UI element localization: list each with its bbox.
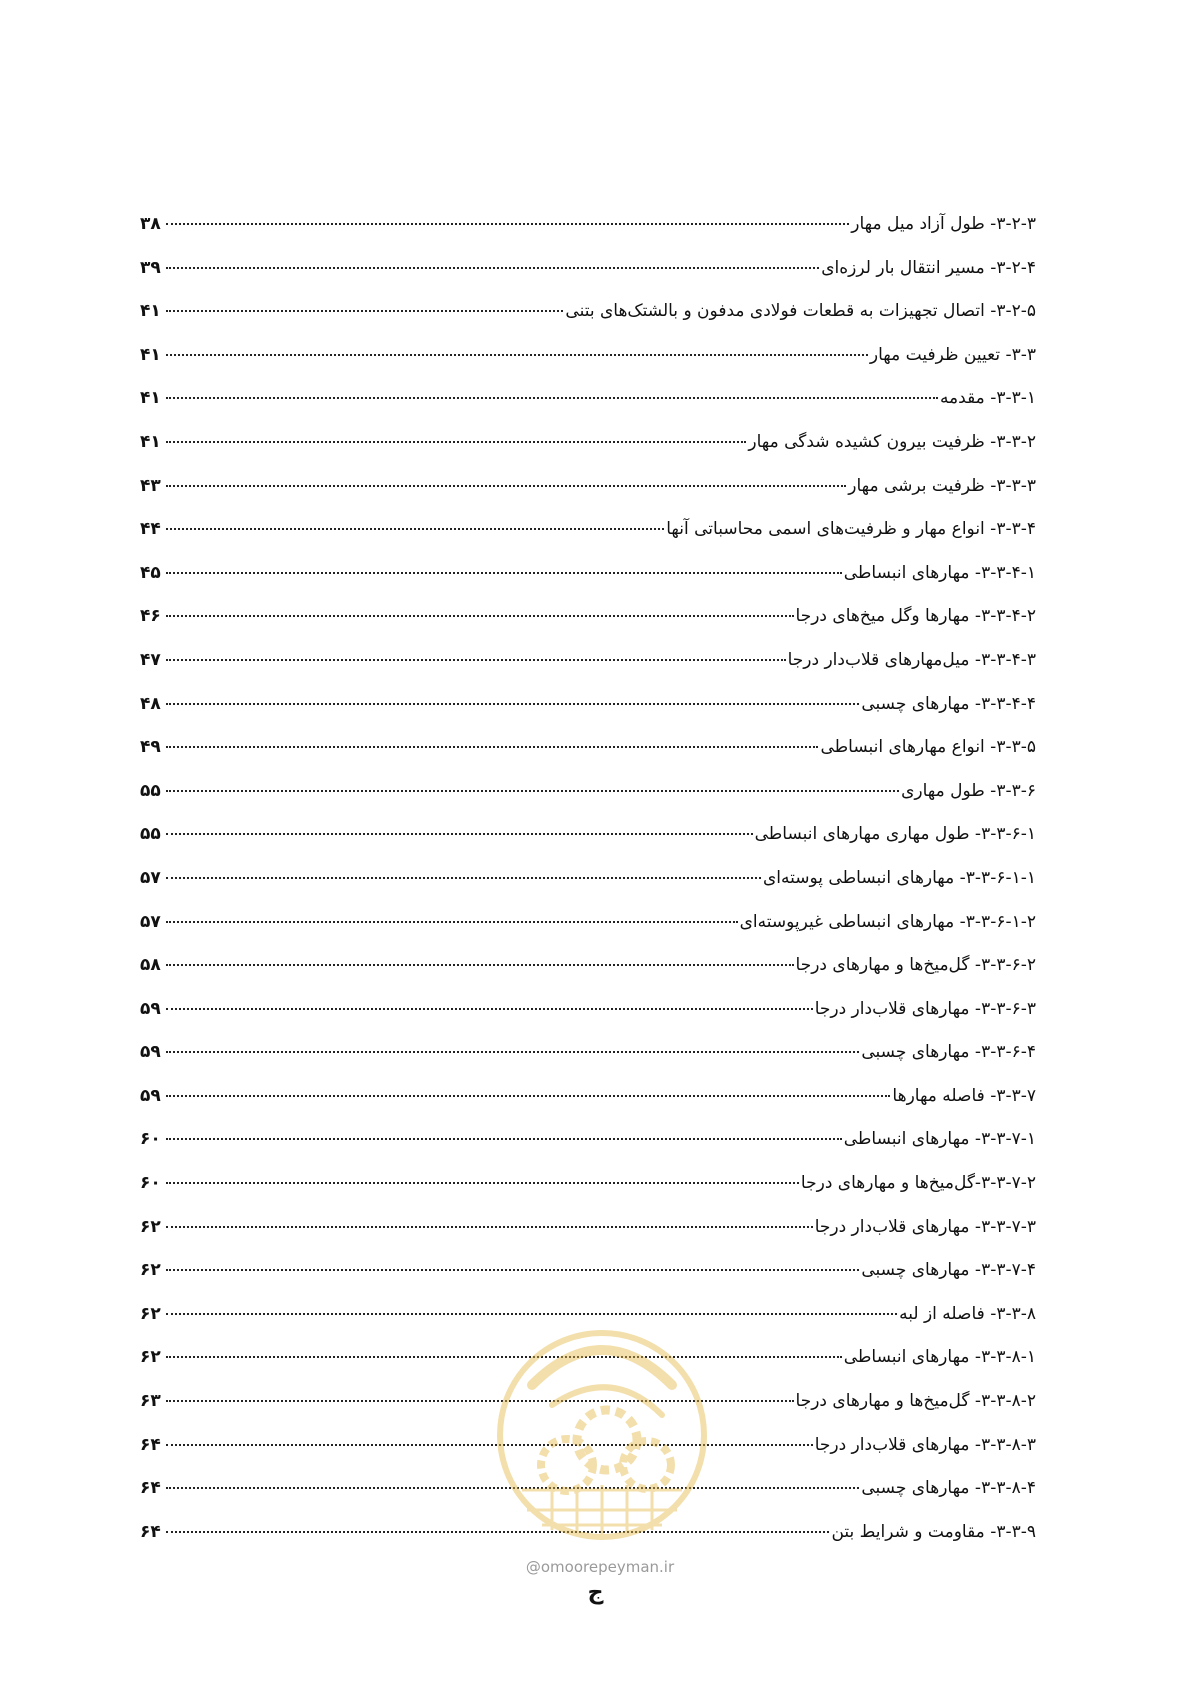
toc-leader-dots [166,1531,829,1533]
toc-entry-title: ۳-۳-۸-۱- مهارهای انبساطی [843,1347,1036,1368]
toc-entry[interactable] [140,1345,1036,1389]
toc-entry-page: ۴۷ [140,649,161,670]
toc-entry-page: ۴۱ [140,301,161,322]
toc-entry[interactable] [140,1215,1036,1259]
toc-entry-title: ۳-۳-۱- مقدمه [939,388,1036,409]
toc-leader-dots [166,1051,859,1053]
toc-entry-title: ۳-۳-۴-۱- مهارهای انبساطی [843,562,1036,583]
toc-entry[interactable] [140,1171,1036,1215]
toc-entry[interactable] [140,1476,1036,1520]
toc-entry[interactable] [140,604,1036,648]
toc-entry-page: ۵۹ [140,998,161,1019]
toc-entry[interactable] [140,953,1036,997]
toc-entry[interactable] [140,1127,1036,1171]
toc-entry-title: ۳-۳-۶-۲- گل‌میخ‌ها و مهارهای درجا [795,955,1036,976]
toc-entry[interactable] [140,866,1036,910]
toc-leader-dots [166,1182,799,1184]
toc-entry-page: ۴۱ [140,344,161,365]
toc-entry-title: ۳-۲-۵- اتصال تجهیزات به قطعات فولادی مدفون و بالشتک‌های بتنی [565,301,1036,322]
toc-leader-dots [166,1138,842,1140]
toc-entry-title: ۳-۳-۴-۴- مهارهای چسبی [861,693,1036,714]
toc-entry-page: ۴۴ [140,519,161,540]
toc-entry-title: ۳-۳-۶-۴- مهارهای چسبی [861,1042,1036,1063]
toc-leader-dots [166,964,794,966]
toc-entry-title: ۳-۳-۶-۱- طول مهاری مهارهای انبساطی [754,824,1036,845]
toc-leader-dots [166,1356,842,1358]
toc-leader-dots [166,572,842,574]
toc-entry-page: ۵۹ [140,1085,161,1106]
toc-leader-dots [166,223,849,225]
toc-entry-title: ۳-۳-۶- طول مهاری [901,780,1036,801]
toc-entry-page: ۴۹ [140,737,161,758]
toc-entry[interactable] [140,997,1036,1041]
toc-entry[interactable] [140,822,1036,866]
toc-entry-title: ۳-۳-۴- انواع مهار و ظرفیت‌های اسمی محاسباتی آنها [666,519,1036,540]
toc-leader-dots [166,441,746,443]
toc-leader-dots [166,1487,859,1489]
toc-entry[interactable] [140,1084,1036,1128]
toc-leader-dots [166,703,859,705]
toc-leader-dots [166,1226,813,1228]
toc-entry-page: ۶۰ [140,1129,161,1150]
toc-leader-dots [166,615,794,617]
toc-entry-title: ۳-۳-۵- انواع مهارهای انبساطی [820,737,1036,758]
toc-leader-dots [166,267,819,269]
toc-entry-page: ۵۸ [140,955,161,976]
toc-leader-dots [166,790,899,792]
toc-entry[interactable] [140,517,1036,561]
toc-entry-title: ۳-۳-۴-۲- مهارها وگل میخ‌های درجا [795,606,1036,627]
toc-entry-page: ۶۲ [140,1347,161,1368]
toc-entry-page: ۴۱ [140,388,161,409]
toc-entry[interactable] [140,343,1036,387]
toc-entry-title: ۳-۲-۴- مسیر انتقال بار لرزه‌ای [821,257,1036,278]
toc-entry-page: ۶۴ [140,1521,161,1542]
toc-entry-title: ۳-۳-۶-۳- مهارهای قلاب‌دار درجا [814,998,1036,1019]
toc-entry-page: ۶۰ [140,1173,161,1194]
toc-entry-title: ۳-۳-۹- مقاومت و شرایط بتن [831,1521,1036,1542]
toc-entry[interactable] [140,474,1036,518]
toc-entry-title: ۳-۳-۷-۲-گل‌میخ‌ها و مهارهای درجا [800,1173,1036,1194]
toc-entry-page: ۵۵ [140,780,161,801]
toc-leader-dots [166,833,753,835]
toc-entry-page: ۴۱ [140,431,161,452]
toc-leader-dots [166,485,846,487]
toc-entry-title: ۳-۳- تعیین ظرفیت مهار [869,344,1036,365]
toc-entry-page: ۶۲ [140,1216,161,1237]
toc-entry-title: ۳-۳-۴-۳- میل‌مهارهای قلاب‌دار درجا [787,649,1036,670]
toc-entry-title: ۳-۳-۷- فاصله مهارها [892,1085,1036,1106]
toc-entry[interactable] [140,212,1036,256]
toc-entry-page: ۳۹ [140,257,161,278]
toc-leader-dots [166,354,868,356]
toc-entry[interactable] [140,779,1036,823]
toc-entry-page: ۶۲ [140,1303,161,1324]
watermark-site: @omoorepeyman.ir [525,1558,675,1576]
toc-leader-dots [166,1095,890,1097]
toc-entry[interactable] [140,299,1036,343]
toc-entry[interactable] [140,735,1036,779]
toc-leader-dots [166,1444,813,1446]
toc-entry-title: ۳-۳-۲- ظرفیت بیرون کشیده شدگی مهار [748,431,1036,452]
toc-entry-page: ۵۷ [140,867,161,888]
toc-entry-title: ۳-۳-۳- ظرفیت برشی مهار [848,475,1036,496]
toc-leader-dots [166,921,738,923]
toc-entry-title: ۳-۳-۸-۲- گل‌میخ‌ها و مهارهای درجا [795,1391,1036,1412]
toc-entry-page: ۵۹ [140,1042,161,1063]
toc-leader-dots [166,528,664,530]
toc-entry-page: ۵۷ [140,911,161,932]
toc-entry-page: ۶۲ [140,1260,161,1281]
toc-entry[interactable] [140,430,1036,474]
toc-entry[interactable] [140,1258,1036,1302]
toc-leader-dots [166,1313,897,1315]
toc-leader-dots [166,310,563,312]
toc-entry-page: ۵۵ [140,824,161,845]
toc-leader-dots [166,397,938,399]
toc-entry-title: ۳-۳-۶-۱-۱- مهارهای انبساطی پوسته‌ای [763,867,1036,888]
toc-entry-title: ۳-۳-۷-۱- مهارهای انبساطی [843,1129,1036,1150]
toc-entry-page: ۴۸ [140,693,161,714]
page-number: ج [587,1580,604,1605]
toc-entry[interactable] [140,910,1036,954]
toc-leader-dots [166,746,818,748]
toc-entry-page: ۶۴ [140,1434,161,1455]
toc-entry[interactable] [140,1389,1036,1433]
toc-entry-title: ۳-۳-۷-۴- مهارهای چسبی [861,1260,1036,1281]
toc-entry[interactable] [140,648,1036,692]
toc-entry-page: ۴۳ [140,475,161,496]
toc-leader-dots [166,1008,813,1010]
toc-entry[interactable] [140,386,1036,430]
toc-leader-dots [166,1400,794,1402]
toc-entry[interactable] [140,561,1036,605]
toc-entry-page: ۶۴ [140,1478,161,1499]
toc-entry-title: ۳-۳-۸- فاصله از لبه [899,1303,1036,1324]
toc-entry[interactable] [140,1520,1036,1564]
toc-entry-page: ۴۶ [140,606,161,627]
toc-entry-page: ۶۳ [140,1391,161,1412]
toc-entry-page: ۳۸ [140,214,161,234]
toc-entry[interactable] [140,1040,1036,1084]
toc-entry[interactable] [140,1433,1036,1477]
toc-entry-title: ۳-۳-۷-۳- مهارهای قلاب‌دار درجا [814,1216,1036,1237]
toc-entry[interactable] [140,692,1036,736]
toc-entry-title: ۳-۳-۸-۳- مهارهای قلاب‌دار درجا [814,1434,1036,1455]
toc-entry-title: ۳-۲-۳- طول آزاد میل مهار [851,214,1036,234]
toc-leader-dots [166,659,786,661]
toc-leader-dots [166,877,761,879]
toc-entry-title: ۳-۳-۸-۴- مهارهای چسبی [861,1478,1036,1499]
toc-entry[interactable] [140,256,1036,300]
toc-leader-dots [166,1269,859,1271]
toc-entry-title: ۳-۳-۶-۱-۲- مهارهای انبساطی غیرپوسته‌ای [739,911,1036,932]
toc-entry[interactable] [140,1302,1036,1346]
toc-entry-page: ۴۵ [140,562,161,583]
table-of-contents [140,212,1036,1563]
